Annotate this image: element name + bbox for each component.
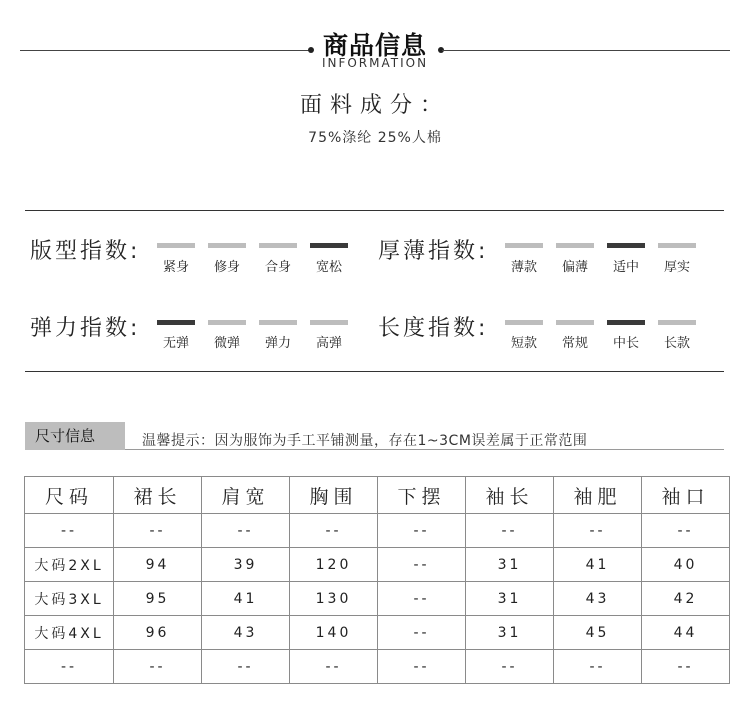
fit-option-2: 修身 [213, 260, 240, 275]
thickness-seg-3 [607, 243, 645, 248]
col-header-shoulder: 肩宽 [202, 477, 290, 514]
table-cell: 95 [114, 582, 202, 616]
measurement-tip: 温馨提示：因为服饰为手工平铺测量，存在1~3CM误差属于正常范围 [142, 433, 588, 449]
header-line-right [442, 50, 730, 51]
elasticity-option-3: 弹力 [264, 336, 291, 351]
elasticity-option-4: 高弹 [315, 336, 342, 351]
table-cell: -- [25, 650, 114, 684]
table-cell: -- [378, 650, 466, 684]
table-cell: -- [114, 650, 202, 684]
table-cell: -- [378, 548, 466, 582]
thickness-option-3: 适中 [612, 260, 639, 275]
divider-top [25, 210, 724, 211]
length-option-2: 常规 [561, 336, 588, 351]
length-option-4: 长款 [663, 336, 690, 351]
fit-index-label: 版型指数: [30, 239, 141, 264]
thickness-index-label: 厚薄指数: [378, 239, 489, 264]
fit-seg-3 [259, 243, 297, 248]
table-cell: 大码3XL [25, 582, 114, 616]
table-row [25, 514, 730, 548]
table-row [25, 582, 730, 616]
table-cell: 130 [290, 582, 378, 616]
table-cell: -- [290, 650, 378, 684]
elasticity-option-1: 无弹 [162, 336, 189, 351]
thickness-option-4: 厚实 [663, 260, 690, 275]
table-cell: -- [642, 650, 730, 684]
length-option-3: 中长 [612, 336, 639, 351]
fabric-label: 面料成分： [299, 93, 450, 118]
col-header-bust: 胸围 [290, 477, 378, 514]
col-header-skirt-length: 裙长 [114, 477, 202, 514]
table-cell: 42 [642, 582, 730, 616]
table-cell: -- [114, 514, 202, 548]
thickness-option-1: 薄款 [510, 260, 537, 275]
table-cell: 31 [466, 582, 554, 616]
col-header-size: 尺码 [25, 477, 114, 514]
section-subtitle: INFORMATION [321, 56, 429, 70]
divider-bottom [25, 371, 724, 372]
table-row [25, 616, 730, 650]
fit-option-3: 合身 [264, 260, 291, 275]
table-cell: -- [466, 514, 554, 548]
thickness-seg-4 [658, 243, 696, 248]
table-cell: 43 [202, 616, 290, 650]
table-row [25, 650, 730, 684]
table-cell: -- [202, 650, 290, 684]
size-table [24, 476, 730, 684]
col-header-sleeve-width: 袖肥 [554, 477, 642, 514]
table-cell: 大码2XL [25, 548, 114, 582]
length-seg-4 [658, 320, 696, 325]
table-cell: 41 [202, 582, 290, 616]
elasticity-seg-3 [259, 320, 297, 325]
length-option-1: 短款 [510, 336, 537, 351]
fit-option-4: 宽松 [315, 260, 342, 275]
thickness-seg-2 [556, 243, 594, 248]
table-cell: 大码4XL [25, 616, 114, 650]
fit-seg-4 [310, 243, 348, 248]
col-header-sleeve-length: 袖长 [466, 477, 554, 514]
thickness-seg-1 [505, 243, 543, 248]
table-cell: -- [554, 650, 642, 684]
elasticity-index-label: 弹力指数: [30, 316, 141, 341]
table-cell: -- [642, 514, 730, 548]
table-cell: -- [466, 650, 554, 684]
table-cell: 31 [466, 616, 554, 650]
table-cell: 43 [554, 582, 642, 616]
length-seg-3 [607, 320, 645, 325]
table-cell: 120 [290, 548, 378, 582]
table-cell: -- [554, 514, 642, 548]
table-cell: -- [378, 616, 466, 650]
col-header-hem: 下摆 [378, 477, 466, 514]
fit-seg-1 [157, 243, 195, 248]
size-table-header [25, 477, 730, 514]
table-cell: 40 [642, 548, 730, 582]
fit-seg-2 [208, 243, 246, 248]
table-cell: 140 [290, 616, 378, 650]
table-cell: 39 [202, 548, 290, 582]
fit-option-1: 紧身 [162, 260, 189, 275]
table-cell: 41 [554, 548, 642, 582]
section-title: 商品信息 [322, 31, 427, 60]
table-cell: 45 [554, 616, 642, 650]
table-row [25, 548, 730, 582]
length-seg-1 [505, 320, 543, 325]
size-info-tag: 尺寸信息 [25, 422, 125, 450]
fabric-value: 75%涤纶 25%人棉 [308, 130, 442, 146]
elasticity-option-2: 微弹 [213, 336, 240, 351]
thickness-option-2: 偏薄 [561, 260, 588, 275]
table-cell: 96 [114, 616, 202, 650]
table-cell: 44 [642, 616, 730, 650]
table-cell: -- [378, 582, 466, 616]
length-seg-2 [556, 320, 594, 325]
elasticity-seg-4 [310, 320, 348, 325]
table-cell: 94 [114, 548, 202, 582]
length-index-label: 长度指数: [378, 316, 489, 341]
col-header-cuff: 袖口 [642, 477, 730, 514]
table-cell: -- [378, 514, 466, 548]
table-cell: -- [25, 514, 114, 548]
table-cell: 31 [466, 548, 554, 582]
table-cell: -- [202, 514, 290, 548]
elasticity-seg-2 [208, 320, 246, 325]
table-cell: -- [290, 514, 378, 548]
elasticity-seg-1 [157, 320, 195, 325]
